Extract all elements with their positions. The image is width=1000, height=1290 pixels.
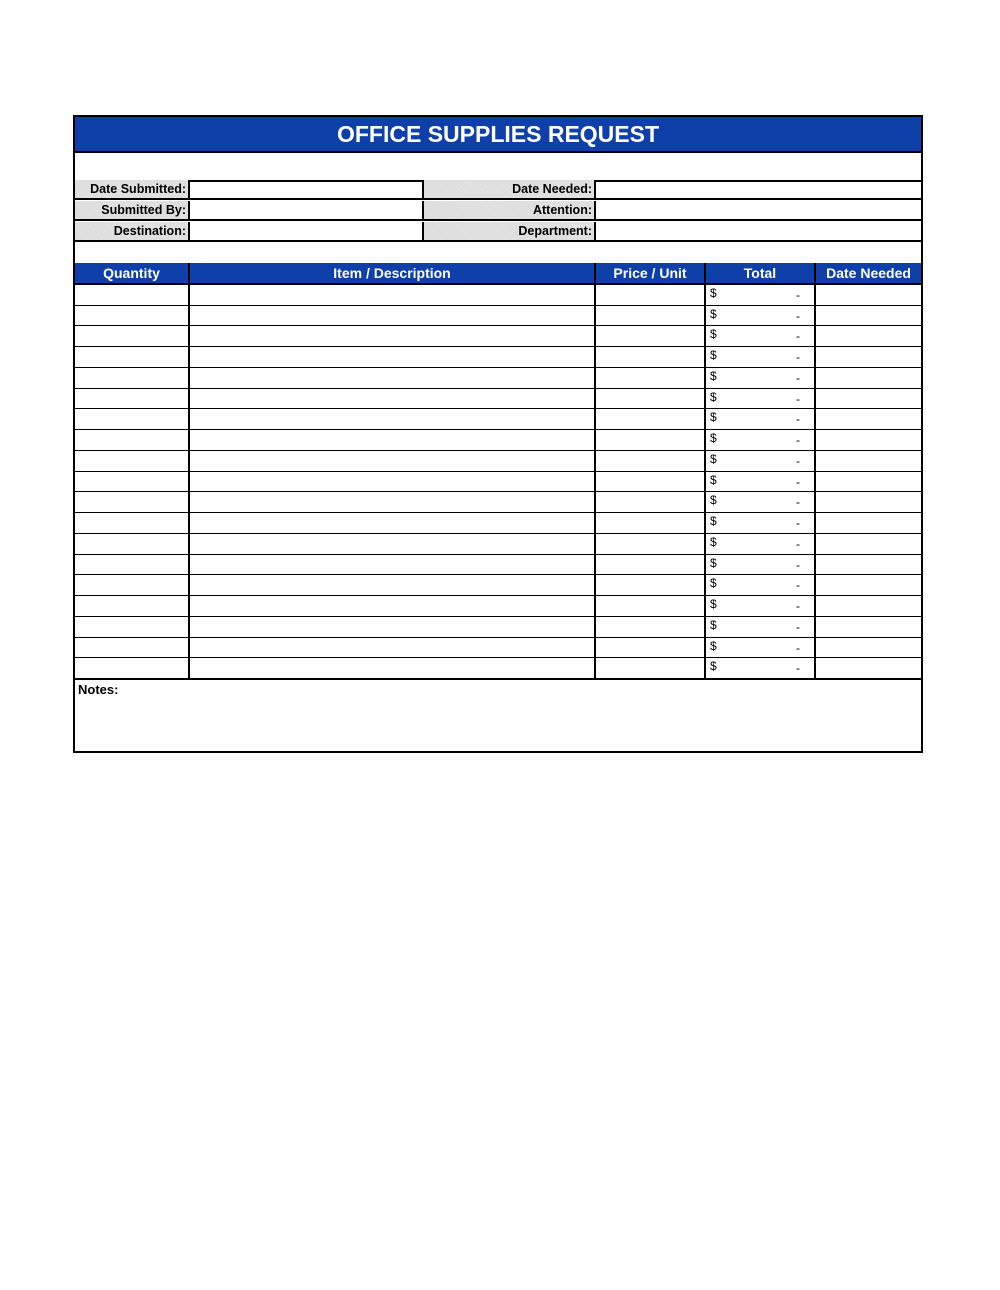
- total-value: -: [796, 350, 800, 365]
- total-value: -: [796, 433, 800, 448]
- quantity-cell[interactable]: [75, 430, 190, 450]
- currency-symbol: $: [710, 286, 717, 300]
- price-unit-cell[interactable]: [596, 326, 706, 346]
- item-description-cell[interactable]: [190, 534, 596, 554]
- destination-field[interactable]: [190, 222, 424, 240]
- quantity-cell[interactable]: [75, 492, 190, 512]
- date-submitted-field[interactable]: [190, 180, 424, 198]
- table-row: [75, 389, 921, 410]
- price-unit-cell[interactable]: [596, 658, 706, 678]
- column-header-quantity: Quantity: [75, 263, 190, 283]
- total-value: -: [796, 557, 800, 572]
- quantity-cell[interactable]: [75, 368, 190, 388]
- office-supplies-request-form: [73, 115, 923, 753]
- attention-field[interactable]: [596, 201, 921, 219]
- total-value: -: [796, 474, 800, 489]
- currency-symbol: $: [710, 368, 717, 383]
- total-cell[interactable]: [706, 368, 816, 388]
- total-value: -: [796, 640, 800, 655]
- info-label: Attention:: [424, 201, 596, 219]
- item-description-cell[interactable]: [190, 472, 596, 492]
- price-unit-cell[interactable]: [596, 596, 706, 616]
- table-row: [75, 347, 921, 368]
- currency-symbol: $: [710, 576, 717, 591]
- date-needed-cell[interactable]: [816, 409, 921, 429]
- date-needed-cell[interactable]: [816, 326, 921, 346]
- currency-symbol: $: [710, 348, 717, 363]
- currency-symbol: $: [710, 638, 717, 653]
- item-description-cell[interactable]: [190, 596, 596, 616]
- total-cell[interactable]: [706, 347, 816, 367]
- total-cell[interactable]: [706, 306, 816, 326]
- quantity-cell[interactable]: [75, 451, 190, 471]
- table-row: [75, 617, 921, 638]
- total-value: -: [796, 578, 800, 593]
- currency-symbol: $: [710, 597, 717, 612]
- total-value: -: [796, 661, 800, 676]
- total-cell[interactable]: [706, 285, 816, 305]
- column-header-total: Total: [706, 263, 816, 283]
- quantity-cell[interactable]: [75, 326, 190, 346]
- notes-area[interactable]: [75, 679, 921, 751]
- info-row: [75, 201, 921, 221]
- date-needed-cell[interactable]: [816, 596, 921, 616]
- currency-symbol: $: [710, 555, 717, 570]
- item-description-cell[interactable]: [190, 575, 596, 595]
- quantity-cell[interactable]: [75, 306, 190, 326]
- total-cell[interactable]: [706, 492, 816, 512]
- currency-symbol: $: [710, 493, 717, 508]
- price-unit-cell[interactable]: [596, 306, 706, 326]
- date-needed-field[interactable]: [596, 180, 921, 198]
- total-cell[interactable]: [706, 575, 816, 595]
- table-row: [75, 555, 921, 576]
- spacer-row: [75, 242, 921, 265]
- price-unit-cell[interactable]: [596, 409, 706, 429]
- price-unit-cell[interactable]: [596, 451, 706, 471]
- item-description-cell[interactable]: [190, 409, 596, 429]
- submitted-by-field[interactable]: [190, 201, 424, 219]
- currency-symbol: $: [710, 410, 717, 425]
- table-header: [75, 263, 921, 285]
- total-value: -: [796, 412, 800, 427]
- quantity-cell[interactable]: [75, 285, 190, 305]
- table-row: [75, 658, 921, 679]
- table-row: [75, 513, 921, 534]
- total-value: -: [796, 308, 800, 323]
- date-needed-cell[interactable]: [816, 368, 921, 388]
- total-cell[interactable]: [706, 326, 816, 346]
- info-section: [75, 180, 921, 242]
- column-header-date-needed: Date Needed: [826, 265, 911, 281]
- table-row: [75, 326, 921, 347]
- quantity-cell[interactable]: [75, 347, 190, 367]
- total-cell[interactable]: [706, 658, 816, 678]
- date-needed-cell[interactable]: [816, 306, 921, 326]
- date-needed-cell[interactable]: [816, 534, 921, 554]
- table-row: [75, 285, 921, 306]
- date-needed-cell[interactable]: [816, 555, 921, 575]
- date-needed-cell[interactable]: [816, 658, 921, 678]
- info-label: Department:: [424, 222, 596, 240]
- total-cell[interactable]: [706, 617, 816, 637]
- price-unit-cell[interactable]: [596, 534, 706, 554]
- quantity-cell[interactable]: [75, 638, 190, 658]
- total-cell[interactable]: [706, 451, 816, 471]
- table-row: [75, 575, 921, 596]
- item-description-cell[interactable]: [190, 285, 596, 305]
- total-cell[interactable]: [706, 389, 816, 409]
- table-row: [75, 472, 921, 493]
- total-cell[interactable]: [706, 430, 816, 450]
- quantity-cell[interactable]: [75, 472, 190, 492]
- price-unit-cell[interactable]: [596, 472, 706, 492]
- table-row: [75, 534, 921, 555]
- item-description-cell[interactable]: [190, 451, 596, 471]
- price-unit-cell[interactable]: [596, 389, 706, 409]
- total-value: -: [796, 619, 800, 634]
- currency-symbol: $: [710, 431, 717, 446]
- item-description-cell[interactable]: [190, 306, 596, 326]
- table-row: [75, 368, 921, 389]
- price-unit-cell[interactable]: [596, 368, 706, 388]
- price-unit-cell[interactable]: [596, 430, 706, 450]
- total-cell[interactable]: [706, 555, 816, 575]
- info-row: [75, 180, 921, 200]
- info-row: [75, 222, 921, 242]
- column-header-item-description: Item / Description: [190, 263, 596, 283]
- currency-symbol: $: [710, 472, 717, 487]
- item-description-cell[interactable]: [190, 326, 596, 346]
- currency-symbol: $: [710, 534, 717, 549]
- currency-symbol: $: [710, 451, 717, 466]
- total-value: -: [796, 370, 800, 385]
- price-unit-cell[interactable]: [596, 492, 706, 512]
- quantity-cell[interactable]: [75, 513, 190, 533]
- total-cell[interactable]: [706, 513, 816, 533]
- item-description-cell[interactable]: [190, 430, 596, 450]
- total-value: -: [796, 329, 800, 344]
- table-row: [75, 430, 921, 451]
- table-row: [75, 638, 921, 659]
- item-description-cell[interactable]: [190, 347, 596, 367]
- currency-symbol: $: [710, 306, 717, 321]
- date-needed-cell[interactable]: [816, 472, 921, 492]
- price-unit-cell[interactable]: [596, 575, 706, 595]
- column-header-price-unit: Price / Unit: [596, 263, 706, 283]
- date-needed-cell[interactable]: [816, 513, 921, 533]
- item-description-cell[interactable]: [190, 389, 596, 409]
- currency-symbol: $: [710, 389, 717, 404]
- date-needed-cell[interactable]: [816, 430, 921, 450]
- price-unit-cell[interactable]: [596, 513, 706, 533]
- table-row: [75, 492, 921, 513]
- table-row: [75, 409, 921, 430]
- currency-symbol: $: [710, 514, 717, 529]
- item-description-cell[interactable]: [190, 368, 596, 388]
- total-value: -: [796, 453, 800, 468]
- item-description-cell[interactable]: [190, 555, 596, 575]
- total-cell[interactable]: [706, 596, 816, 616]
- date-needed-cell[interactable]: [816, 347, 921, 367]
- total-value: -: [796, 516, 800, 531]
- date-needed-cell[interactable]: [816, 451, 921, 471]
- item-description-cell[interactable]: [190, 638, 596, 658]
- item-description-cell[interactable]: [190, 617, 596, 637]
- price-unit-cell[interactable]: [596, 638, 706, 658]
- price-unit-cell[interactable]: [596, 555, 706, 575]
- quantity-cell[interactable]: [75, 617, 190, 637]
- item-description-cell[interactable]: [190, 513, 596, 533]
- table-row: [75, 306, 921, 327]
- quantity-cell[interactable]: [75, 389, 190, 409]
- date-needed-cell[interactable]: [816, 575, 921, 595]
- total-cell[interactable]: [706, 409, 816, 429]
- notes-label: Notes:: [78, 682, 119, 697]
- date-needed-cell[interactable]: [816, 285, 921, 305]
- quantity-cell[interactable]: [75, 575, 190, 595]
- quantity-cell[interactable]: [75, 555, 190, 575]
- table-row: [75, 596, 921, 617]
- price-unit-cell[interactable]: [596, 617, 706, 637]
- info-label: Date Submitted:: [75, 180, 190, 198]
- form-title: OFFICE SUPPLIES REQUEST: [75, 117, 921, 153]
- quantity-cell[interactable]: [75, 534, 190, 554]
- date-needed-cell[interactable]: [816, 617, 921, 637]
- quantity-cell[interactable]: [75, 409, 190, 429]
- total-value: -: [796, 288, 800, 302]
- info-label: Date Needed:: [424, 180, 596, 198]
- date-needed-cell[interactable]: [816, 638, 921, 658]
- item-description-cell[interactable]: [190, 658, 596, 678]
- date-needed-cell[interactable]: [816, 389, 921, 409]
- currency-symbol: $: [710, 327, 717, 342]
- total-value: -: [796, 391, 800, 406]
- currency-symbol: $: [710, 659, 717, 674]
- item-description-cell[interactable]: [190, 492, 596, 512]
- quantity-cell[interactable]: [75, 596, 190, 616]
- date-needed-cell[interactable]: [816, 492, 921, 512]
- total-cell[interactable]: [706, 638, 816, 658]
- total-cell[interactable]: [706, 472, 816, 492]
- info-label: Submitted By:: [75, 201, 190, 219]
- table-row: [75, 451, 921, 472]
- department-field[interactable]: [596, 222, 921, 240]
- price-unit-cell[interactable]: [596, 347, 706, 367]
- quantity-cell[interactable]: [75, 658, 190, 678]
- total-cell[interactable]: [706, 534, 816, 554]
- total-value: -: [796, 599, 800, 614]
- currency-symbol: $: [710, 617, 717, 632]
- price-unit-cell[interactable]: [596, 285, 706, 305]
- total-value: -: [796, 495, 800, 510]
- total-value: -: [796, 536, 800, 551]
- info-label: Destination:: [75, 222, 190, 240]
- subtitle-blank-row[interactable]: [75, 153, 921, 182]
